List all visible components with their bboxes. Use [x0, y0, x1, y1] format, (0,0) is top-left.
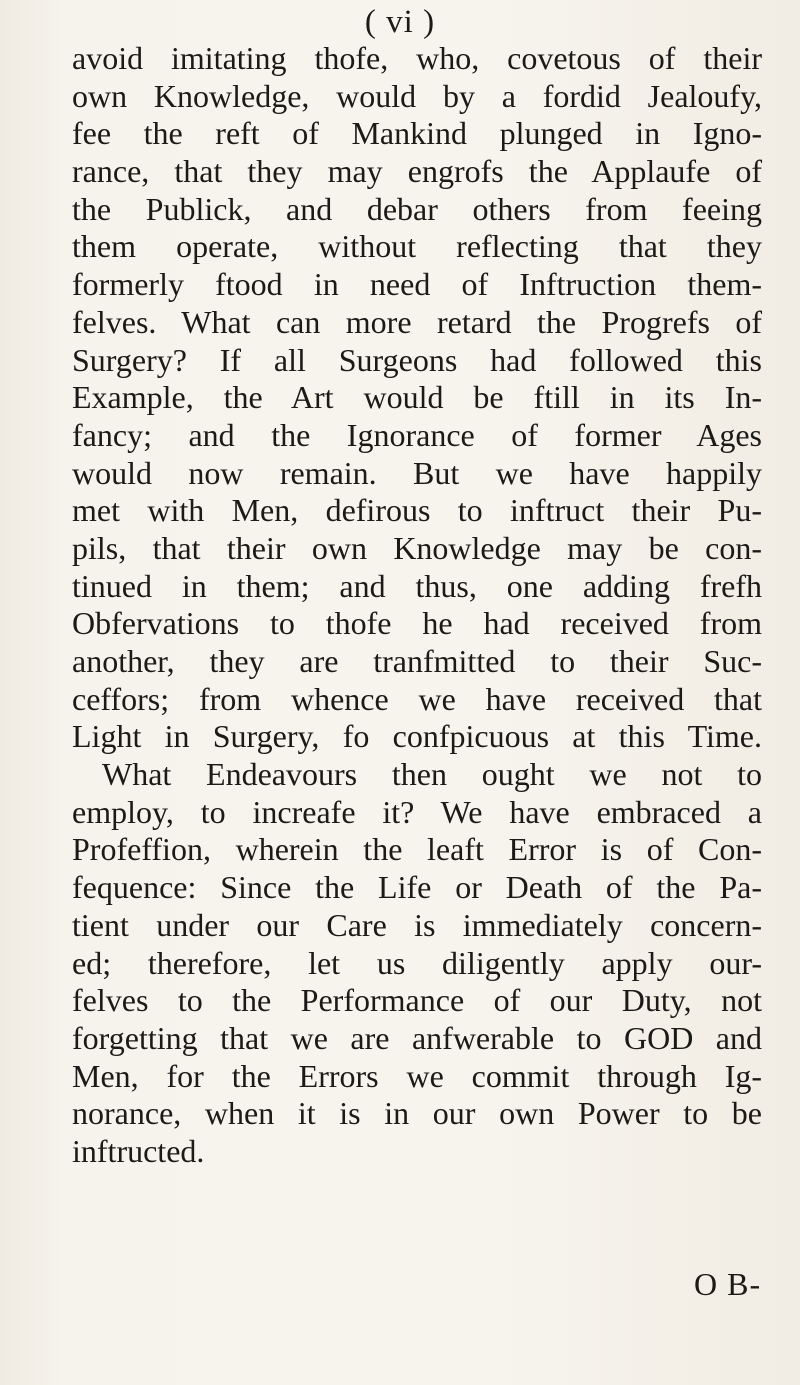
text-line: Profeffion, wherein the leaft Error is of Con-	[72, 831, 762, 868]
text-line: another, they are tranfmitted to their Suc-	[72, 643, 762, 679]
text-line: Light in Surgery, fo confpicuous at this Time.	[72, 718, 762, 755]
catchword: O B-	[694, 1266, 762, 1302]
text-line: the Publick, and debar others from feeing	[72, 190, 762, 227]
text-line: tinued in them; and thus, one adding frefh	[72, 567, 762, 604]
text-line: pils, that their own Knowledge may be con-	[72, 529, 762, 566]
text-line: fancy; and the Ignorance of former Ages	[72, 416, 762, 453]
text-line: would now remain. But we have happily	[72, 454, 762, 491]
text-line: norance, when it is in our own Power to be	[72, 1095, 762, 1132]
text-line: Surgery? If all Surgeons had followed this	[72, 341, 762, 378]
text-line: own Knowledge, would by a fordid Jealoufy,	[72, 77, 762, 114]
text-line: inftructed.	[72, 1132, 205, 1169]
page-number: ( vi )	[364, 4, 436, 40]
text-line: employ, to increafe it? We have embraced a	[72, 793, 762, 830]
text-line: Men, for the Errors we commit through Ig-	[72, 1057, 762, 1094]
body-text	[72, 40, 762, 1171]
text-line: What Endeavours then ought we not to	[102, 756, 762, 793]
text-line: ceffors; from whence we have received that	[72, 680, 762, 717]
text-line: felves to the Performance of our Duty, not	[72, 982, 762, 1019]
text-line: tient under our Care is immediately concern-	[72, 906, 762, 943]
text-line: Obfervations to thofe he had received from	[72, 605, 762, 642]
text-line: formerly ftood in need of Inftruction them-	[72, 266, 762, 303]
text-line: rance, that they may engrofs the Applaufe of	[72, 153, 762, 190]
text-line: them operate, without reflecting that they	[72, 228, 762, 265]
text-line: Example, the Art would be ftill in its In-	[72, 379, 762, 416]
text-line: avoid imitating thofe, who, covetous of their	[72, 40, 762, 76]
text-line: met with Men, defirous to inftruct their Pu-	[72, 492, 762, 529]
text-line: fequence: Since the Life or Death of the Pa-	[72, 869, 762, 906]
text-line: ed; therefore, let us diligently apply our-	[72, 944, 762, 981]
text-line: fee the reft of Mankind plunged in Igno-	[72, 115, 762, 152]
text-line: felves. What can more retard the Progrefs of	[72, 303, 762, 340]
text-line: forgetting that we are anfwerable to GOD and	[72, 1019, 762, 1056]
